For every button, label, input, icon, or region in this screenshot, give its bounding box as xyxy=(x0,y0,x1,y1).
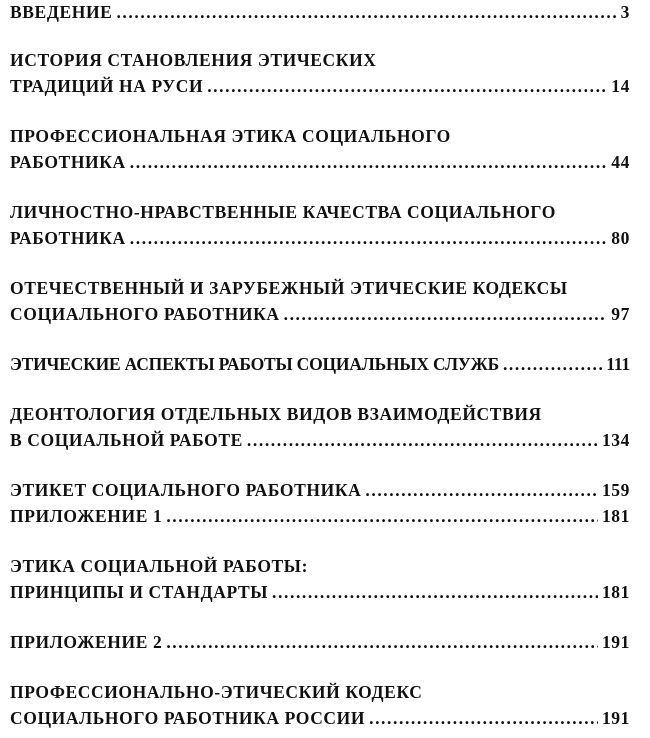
toc-entry-title: ОТЕЧЕСТВЕННЫЙ И ЗАРУБЕЖНЫЙ ЭТИЧЕСКИЕ КОДЕКСЫ xyxy=(10,278,568,298)
toc-entry-code-russia xyxy=(10,708,630,734)
toc-entry-title: В СОЦИАЛЬНОЙ РАБОТЕ xyxy=(10,430,243,450)
toc-entry-page-number: 181 xyxy=(601,582,630,602)
toc-entry-title: ВВЕДЕНИЕ xyxy=(10,2,113,22)
toc-entry-page-number: 181 xyxy=(601,506,630,526)
toc-entry-title-line xyxy=(10,50,630,76)
toc-entry-page-number: 111 xyxy=(606,354,630,374)
toc-entry-page-number: 44 xyxy=(611,152,630,172)
toc-entry-title-line xyxy=(10,202,630,228)
toc-entry-title: ПРИЛОЖЕНИЕ 1 xyxy=(10,506,163,526)
toc-entry-title: ЛИЧНОСТНО-НРАВСТВЕННЫЕ КАЧЕСТВА СОЦИАЛЬНОГО xyxy=(10,202,556,222)
toc-entry-title-line xyxy=(10,556,630,582)
toc-entry-title: ПРОФЕССИОНАЛЬНАЯ ЭТИКА СОЦИАЛЬНОГО xyxy=(10,126,451,146)
toc-entry-history xyxy=(10,76,630,102)
toc-entry-appendix-1 xyxy=(10,506,630,532)
toc-entry-ethical-codes xyxy=(10,304,630,330)
dot-leader xyxy=(166,632,598,653)
toc-entry-title: РАБОТНИКА xyxy=(10,228,126,248)
toc-entry-title: ПРИНЦИПЫ И СТАНДАРТЫ xyxy=(10,582,269,602)
toc-entry-appendix-2 xyxy=(10,632,630,658)
toc-entry-page-number: 191 xyxy=(601,632,630,652)
toc-entry-title-line xyxy=(10,682,630,708)
toc-entry-title: ТРАДИЦИЙ НА РУСИ xyxy=(10,76,204,96)
toc-entry-title: ПРОФЕССИОНАЛЬНО-ЭТИЧЕСКИЙ КОДЕКС xyxy=(10,682,423,702)
toc-entry-page-number: 159 xyxy=(601,480,630,500)
toc-entry-principles-standards xyxy=(10,582,630,608)
toc-entry-title: ЭТИЧЕСКИЕ АСПЕКТЫ РАБОТЫ СОЦИАЛЬНЫХ СЛУЖБ xyxy=(10,354,499,374)
dot-leader xyxy=(365,480,598,501)
toc-entry-title: ДЕОНТОЛОГИЯ ОТДЕЛЬНЫХ ВИДОВ ВЗАИМОДЕЙСТВИЯ xyxy=(10,404,542,424)
toc-entry-page-number: 80 xyxy=(611,228,630,248)
dot-leader xyxy=(272,582,598,603)
toc-entry-title: СОЦИАЛЬНОГО РАБОТНИКА РОССИИ xyxy=(10,708,366,728)
toc-entry-title: ПРИЛОЖЕНИЕ 2 xyxy=(10,632,163,652)
dot-leader xyxy=(130,152,608,173)
toc-entry-title: ЭТИКА СОЦИАЛЬНОЙ РАБОТЫ: xyxy=(10,556,309,576)
toc-entry-title: СОЦИАЛЬНОГО РАБОТНИКА xyxy=(10,304,280,324)
toc-entry-title: РАБОТНИКА xyxy=(10,152,126,172)
toc-entry-title-line xyxy=(10,278,630,304)
toc-entry-title: ЭТИКЕТ СОЦИАЛЬНОГО РАБОТНИКА xyxy=(10,480,362,500)
dot-leader xyxy=(369,708,598,729)
toc-entry-title-line xyxy=(10,126,630,152)
toc-entry-title: ИСТОРИЯ СТАНОВЛЕНИЯ ЭТИЧЕСКИХ xyxy=(10,50,377,70)
toc-entry-page-number: 97 xyxy=(611,304,630,324)
toc-entry-deontology xyxy=(10,430,630,456)
toc-entry-etiquette xyxy=(10,480,630,506)
dot-leader xyxy=(247,430,598,451)
dot-leader xyxy=(503,354,602,375)
dot-leader xyxy=(116,2,616,23)
toc-entry-page-number: 14 xyxy=(611,76,630,96)
toc-entry-page-number: 134 xyxy=(601,430,630,450)
toc-entry-personal-qualities xyxy=(10,228,630,254)
toc-entry-professional-ethics xyxy=(10,152,630,178)
toc-entry-title-line xyxy=(10,404,630,430)
dot-leader xyxy=(284,304,608,325)
toc-entry-page-number: 191 xyxy=(601,708,630,728)
dot-leader xyxy=(130,228,608,249)
dot-leader xyxy=(166,506,598,527)
toc-entry-ethical-aspects xyxy=(10,354,630,380)
toc-entry-page-number: 3 xyxy=(620,2,630,22)
dot-leader xyxy=(207,76,607,97)
toc-entry-introduction xyxy=(10,2,630,28)
